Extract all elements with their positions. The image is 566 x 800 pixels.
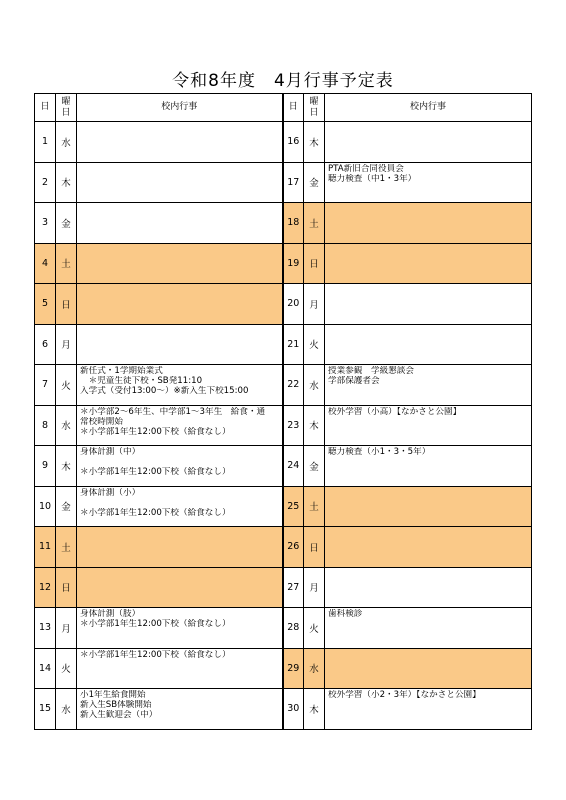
- header-day: 日: [35, 94, 56, 122]
- table-row: [35, 365, 532, 406]
- events-cell: [325, 567, 532, 608]
- day-number: 3: [35, 203, 56, 244]
- weekday: 水: [304, 648, 325, 689]
- events-cell: [77, 162, 283, 203]
- event-line: ＊小学部2～6年生、中学部1～3年生 給食・通: [80, 406, 266, 417]
- weekday: 火: [56, 648, 77, 689]
- weekday: 金: [304, 446, 325, 487]
- page-title: 令和8年度 4月行事予定表: [172, 71, 394, 91]
- event-line: 入学式（受付13:00～）※新入生下校15:00: [80, 386, 249, 397]
- day-number: 12: [35, 567, 56, 608]
- event-line: 校外学習（小高）【なかさと公園】: [328, 406, 462, 417]
- events-cell: [325, 486, 532, 527]
- event-line: ＊小学部1年生12:00下校（給食なし）: [80, 619, 231, 630]
- event-line: ＊小学部1年生12:00下校（給食なし）: [80, 507, 231, 518]
- events-cell: [325, 203, 532, 244]
- day-number: 28: [283, 608, 304, 649]
- weekday: 木: [56, 162, 77, 203]
- weekday: 木: [304, 122, 325, 163]
- day-number: 17: [283, 162, 304, 203]
- weekday: 土: [56, 527, 77, 568]
- weekday: 月: [304, 567, 325, 608]
- day-number: 24: [283, 446, 304, 487]
- event-line: 新任式・1学期始業式: [80, 366, 163, 376]
- events-cell: [325, 284, 532, 325]
- weekday: 水: [56, 689, 77, 730]
- event-line: ＊小学部1年生12:00下校（給食なし）: [80, 426, 231, 437]
- day-number: 26: [283, 527, 304, 568]
- events-cell: [325, 446, 532, 487]
- table-row: [35, 608, 532, 649]
- events-cell: [77, 122, 283, 163]
- header-row: [35, 94, 532, 122]
- day-number: 20: [283, 284, 304, 325]
- table-row: [35, 122, 532, 163]
- events-cell: [77, 405, 283, 446]
- event-line: 新入生SB体験開始: [80, 700, 152, 711]
- event-line: PTA新旧合同役員会: [328, 163, 404, 174]
- event-line: 歯科検診: [328, 609, 363, 619]
- events-cell: [77, 446, 283, 487]
- table-row: [35, 567, 532, 608]
- events-cell: [77, 648, 283, 689]
- table-row: [35, 689, 532, 730]
- events-cell: [325, 243, 532, 284]
- event-line: 授業参観 学級懇談会: [328, 366, 414, 376]
- weekday: 金: [56, 203, 77, 244]
- day-number: 21: [283, 324, 304, 365]
- weekday: 月: [304, 284, 325, 325]
- events-cell: [325, 648, 532, 689]
- table-row: [35, 527, 532, 568]
- table-row: [35, 203, 532, 244]
- header-events-2: 校内行事: [325, 94, 532, 122]
- weekday: 土: [56, 243, 77, 284]
- weekday: 水: [56, 122, 77, 163]
- table-row: [35, 648, 532, 689]
- weekday: 水: [56, 405, 77, 446]
- day-number: 15: [35, 689, 56, 730]
- table-row: [35, 243, 532, 284]
- events-cell: [77, 567, 283, 608]
- events-cell: [325, 689, 532, 730]
- day-number: 11: [35, 527, 56, 568]
- events-cell: [325, 122, 532, 163]
- event-line: 聴力検査（中1・3年）: [328, 173, 417, 184]
- day-number: 1: [35, 122, 56, 163]
- events-cell: [325, 162, 532, 203]
- weekday: 水: [304, 365, 325, 406]
- event-line: 身体計測（肢）: [80, 609, 141, 619]
- table-row: [35, 446, 532, 487]
- weekday: 月: [56, 608, 77, 649]
- day-number: 8: [35, 405, 56, 446]
- events-cell: [77, 365, 283, 406]
- day-number: 6: [35, 324, 56, 365]
- events-cell: [77, 608, 283, 649]
- event-line: 小1年生給食開始: [80, 690, 146, 700]
- event-line: 常校時開始: [80, 416, 123, 427]
- events-cell: [325, 608, 532, 649]
- event-line: 聴力検査（小1・3・5年）: [328, 447, 431, 457]
- header-day-2: 日: [283, 94, 304, 122]
- events-cell: [77, 527, 283, 568]
- table-row: [35, 405, 532, 446]
- day-number: 18: [283, 203, 304, 244]
- day-number: 29: [283, 648, 304, 689]
- day-number: 19: [283, 243, 304, 284]
- day-number: 4: [35, 243, 56, 284]
- weekday: 日: [304, 243, 325, 284]
- event-line: [80, 498, 280, 508]
- event-line: 新入生歓迎会（中）: [80, 710, 158, 721]
- day-number: 30: [283, 689, 304, 730]
- weekday: 木: [304, 405, 325, 446]
- events-cell: [325, 324, 532, 365]
- event-line: ＊小学部1年生12:00下校（給食なし）: [80, 649, 231, 660]
- table-row: [35, 324, 532, 365]
- event-line: 学部保護者会: [328, 376, 380, 387]
- weekday: 月: [56, 324, 77, 365]
- weekday: 日: [304, 527, 325, 568]
- event-line: ＊小学部1年生12:00下校（給食なし）: [80, 467, 231, 478]
- weekday: 木: [304, 689, 325, 730]
- events-cell: [77, 486, 283, 527]
- events-cell: [77, 689, 283, 730]
- schedule-table: [34, 93, 532, 730]
- weekday: 木: [56, 446, 77, 487]
- weekday: 金: [56, 486, 77, 527]
- day-number: 22: [283, 365, 304, 406]
- header-events: 校内行事: [77, 94, 283, 122]
- weekday: 土: [304, 203, 325, 244]
- event-line: 身体計測（小）: [80, 487, 141, 498]
- events-cell: [325, 365, 532, 406]
- events-cell: [77, 203, 283, 244]
- table-row: [35, 284, 532, 325]
- day-number: 10: [35, 486, 56, 527]
- header-weekday-2: 曜 日: [304, 94, 325, 122]
- event-line: 校外学習（小2・3年）【なかさと公園】: [328, 690, 481, 700]
- day-number: 14: [35, 648, 56, 689]
- events-cell: [325, 405, 532, 446]
- weekday: 火: [304, 608, 325, 649]
- event-line: ＊児童生徒下校・SB発11:10: [80, 376, 203, 387]
- event-line: 身体計測（中）: [80, 447, 141, 457]
- header-weekday: 曜 日: [56, 94, 77, 122]
- weekday: 金: [304, 162, 325, 203]
- day-number: 25: [283, 486, 304, 527]
- events-cell: [325, 527, 532, 568]
- day-number: 27: [283, 567, 304, 608]
- event-line: [80, 457, 280, 467]
- weekday: 日: [56, 567, 77, 608]
- day-number: 9: [35, 446, 56, 487]
- weekday: 土: [304, 486, 325, 527]
- day-number: 2: [35, 162, 56, 203]
- events-cell: [77, 243, 283, 284]
- day-number: 5: [35, 284, 56, 325]
- events-cell: [77, 284, 283, 325]
- day-number: 7: [35, 365, 56, 406]
- day-number: 16: [283, 122, 304, 163]
- weekday: 火: [56, 365, 77, 406]
- events-cell: [77, 324, 283, 365]
- table-row: [35, 486, 532, 527]
- weekday: 日: [56, 284, 77, 325]
- day-number: 23: [283, 405, 304, 446]
- table-row: [35, 162, 532, 203]
- weekday: 火: [304, 324, 325, 365]
- day-number: 13: [35, 608, 56, 649]
